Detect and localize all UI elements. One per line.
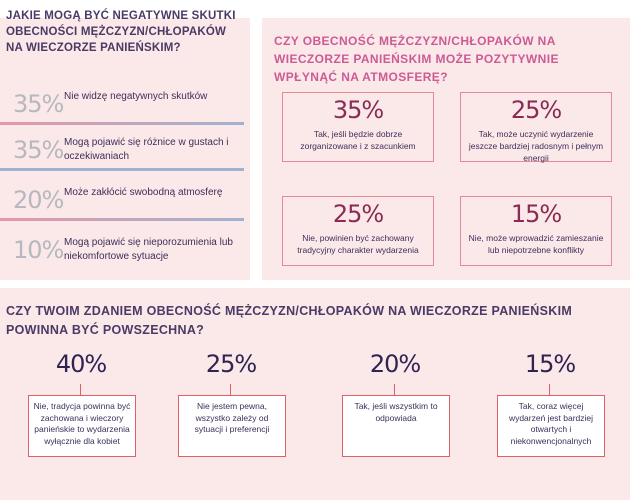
positive-atmosphere-box [282,92,434,162]
positive-atmosphere-title: CZY OBECNOŚĆ MĘŻCZYZN/CHŁOPAKÓW NA WIECZORZE PANIEŃSKIM MOŻE POZYTYWNIE WPŁYNĄĆ NA ATMOSFERĘ? [274,34,559,84]
negative-effect-percent: 10% [13,236,64,264]
positive-atmosphere-box [460,196,612,266]
row-divider [0,168,244,171]
row-divider [0,218,244,221]
positive-atmosphere-percent: 25% [332,200,384,228]
negative-effect-label: Mogą pojawić się nieporozumienia lub niekomfortowe sytuacje [64,237,233,262]
positive-atmosphere-label: Nie, może wprowadzić zamieszanie lub niepotrzebne konflikty [468,233,604,255]
negative-effect-row [0,86,250,134]
common-presence-label: Tak, jeśli wszystkim to odpowiada [354,401,438,423]
common-presence-label: Tak, coraz więcej wydarzeń jest bardziej otwartych i niekonwencjonalnych [508,401,594,446]
negative-effect-label: Mogą pojawić się różnice w gustach i oczekiwaniach [64,137,229,162]
negative-effect-percent: 35% [13,136,64,164]
negative-effect-percent: 35% [13,90,64,118]
positive-atmosphere-label: Nie, powinien być zachowany tradycyjny charakter wydarzenia [297,233,419,255]
connector-line [394,384,395,395]
positive-atmosphere-box [282,196,434,266]
connector-line [549,384,550,395]
common-presence-box [178,395,286,457]
common-presence-percent: 25% [205,350,257,378]
common-presence-box [28,395,136,457]
negative-effect-label: Nie widzę negatywnych skutków [64,91,208,102]
positive-atmosphere-label: Tak, może uczynić wydarzenie jeszcze bardziej radosnym i pełnym energii [468,129,604,163]
common-presence-percent: 40% [55,350,107,378]
negative-effect-row [0,232,250,280]
positive-atmosphere-percent: 15% [510,200,562,228]
negative-effect-row [0,132,250,180]
common-presence-box [497,395,605,457]
common-presence-item [475,350,625,470]
negative-effect-percent: 20% [13,186,64,214]
negative-effects-title: JAKIE MOGĄ BYĆ NEGATYWNE SKUTKI OBECNOŚCI MĘŻCZYZN/CHŁOPAKÓW NA WIECZORZE PANIEŃSKIM? [6,10,236,54]
common-presence-percent: 20% [369,350,421,378]
connector-line [230,384,231,395]
common-presence-title: CZY TWOIM ZDANIEM OBECNOŚĆ MĘŻCZYZN/CHŁOPAKÓW NA WIECZORZE PANIEŃSKIM POWINNA BYĆ POWSZECHNA? [6,304,573,337]
common-presence-item [6,350,156,470]
positive-atmosphere-percent: 25% [510,96,562,124]
common-presence-box [342,395,450,457]
common-presence-label: Nie jestem pewna, wszystko zależy od sytuacji i preferencji [194,401,270,434]
row-divider [0,122,244,125]
common-presence-label: Nie, tradycja powinna być zachowana i wieczory panieńskie to wydarzenia wyłącznie dla kobiet [33,401,131,446]
positive-atmosphere-label: Tak, jeśli będzie dobrze zorganizowane i z szacunkiem [300,129,416,151]
connector-line [80,384,81,395]
common-presence-item [320,350,470,470]
common-presence-percent: 15% [524,350,576,378]
negative-effect-label: Może zakłócić swobodną atmosferę [64,187,223,198]
positive-atmosphere-box [460,92,612,162]
common-presence-item [156,350,306,470]
negative-effect-row [0,182,250,230]
positive-atmosphere-percent: 35% [332,96,384,124]
